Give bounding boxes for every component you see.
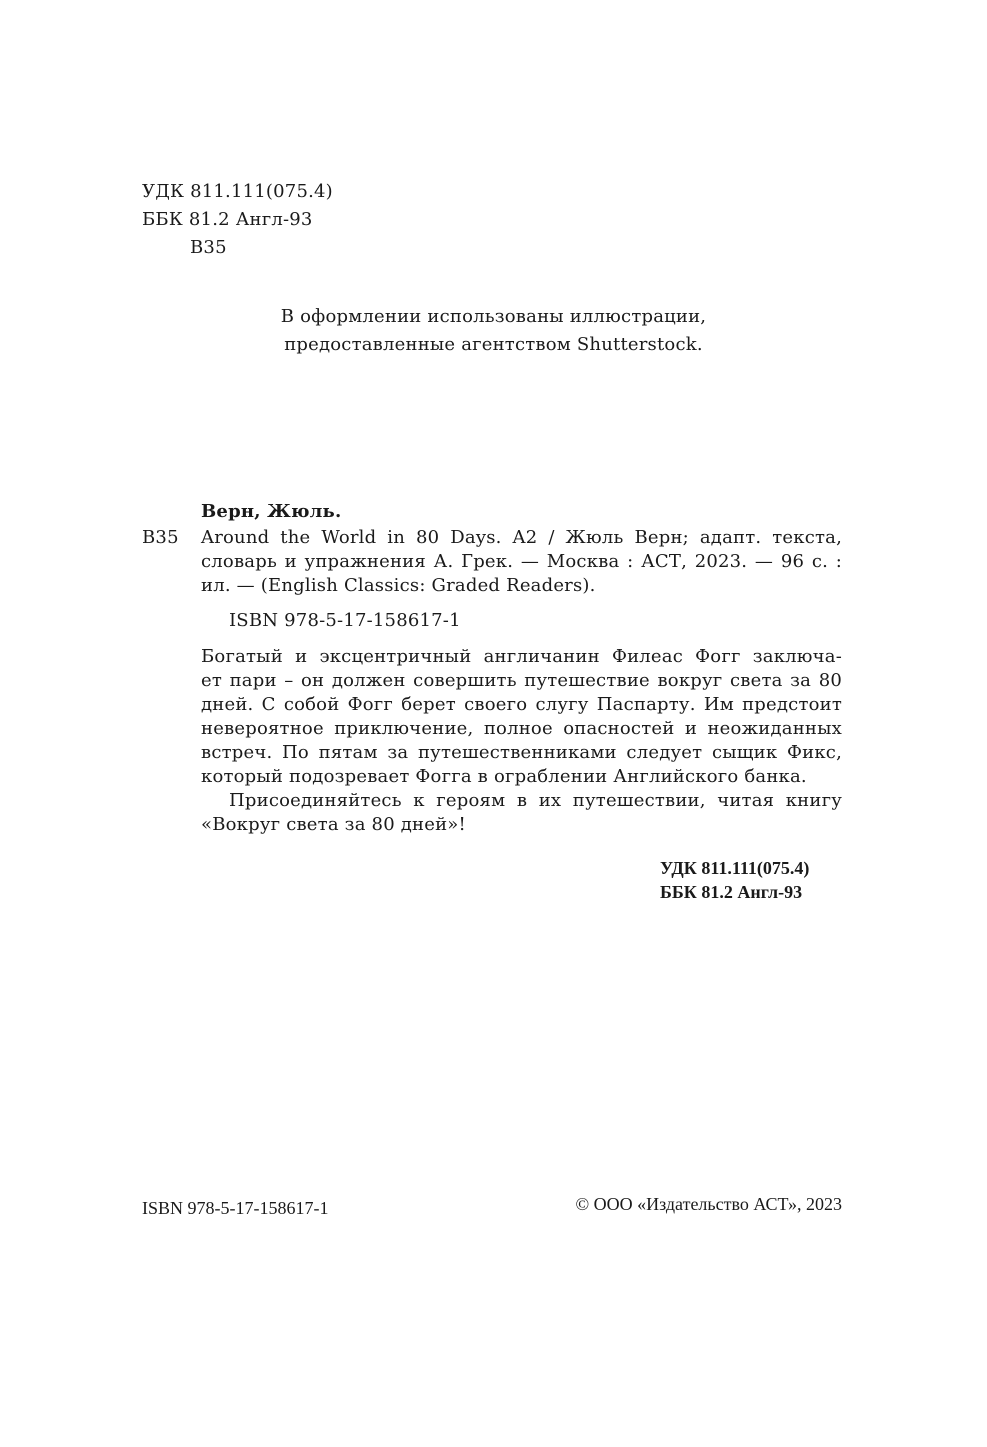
annotation-line: дней. С собой Фогг берет своего слугу Паспарту. Им предстоит (201, 694, 842, 715)
illustration-credit-line-1: В оформлении использованы иллюстрации, (280, 306, 707, 327)
catalog-isbn: ISBN 978-5-17-158617-1 (229, 610, 461, 631)
footer-isbn: ISBN 978-5-17-158617-1 (142, 1198, 329, 1218)
footer-copyright: © ООО «Издательство АСТ», 2023 (575, 1194, 842, 1214)
catalog-body (142, 526, 842, 598)
annotation-line: Присоединяйтесь к героям в их путешествии, читая книгу (229, 790, 842, 811)
annotation-line: который подозревает Фогга в ограблении Английского банка. (201, 766, 807, 787)
author-mark: В35 (190, 237, 227, 258)
annotation-line: «Вокруг света за 80 дней»! (201, 814, 466, 835)
illustration-credit (200, 303, 787, 359)
catalog-title-line: словарь и упражнения А. Грек. — Москва : АСТ, 2023. — 96 с. : (201, 551, 842, 572)
catalog-code: В35 (142, 527, 179, 548)
annotation-line: встреч. По пятам за путешественниками следует сыщик Фикс, (201, 742, 842, 763)
illustration-credit-line-2: предоставленные агентством Shutterstock. (284, 334, 703, 355)
bbk-code-bottom: ББК 81.2 Англ-93 (660, 882, 803, 902)
catalog-entry (142, 500, 842, 598)
catalog-title-block (201, 526, 842, 598)
bbk-code: ББК 81.2 Англ-93 (142, 209, 313, 230)
classification-codes-bottom (660, 856, 809, 904)
annotation-line: Богатый и эксцентричный англичанин Филеас Фогг заключа- (201, 646, 842, 667)
udk-code-bottom: УДК 811.111(075.4) (660, 858, 810, 878)
catalog-title-line: Around the World in 80 Days. A2 / Жюль Верн; адапт. текста, (201, 527, 842, 548)
catalog-author: Верн, Жюль. (201, 501, 342, 522)
annotation-line: ет пари – он должен совершить путешествие вокруг света за 80 (201, 670, 842, 691)
catalog-title-line: ил. — (English Classics: Graded Readers). (201, 575, 596, 596)
udk-code: УДК 811.111(075.4) (142, 181, 333, 202)
classification-codes-top (142, 178, 333, 262)
annotation-line: невероятное приключение, полное опасностей и неожиданных (201, 718, 842, 739)
book-annotation (201, 645, 842, 837)
